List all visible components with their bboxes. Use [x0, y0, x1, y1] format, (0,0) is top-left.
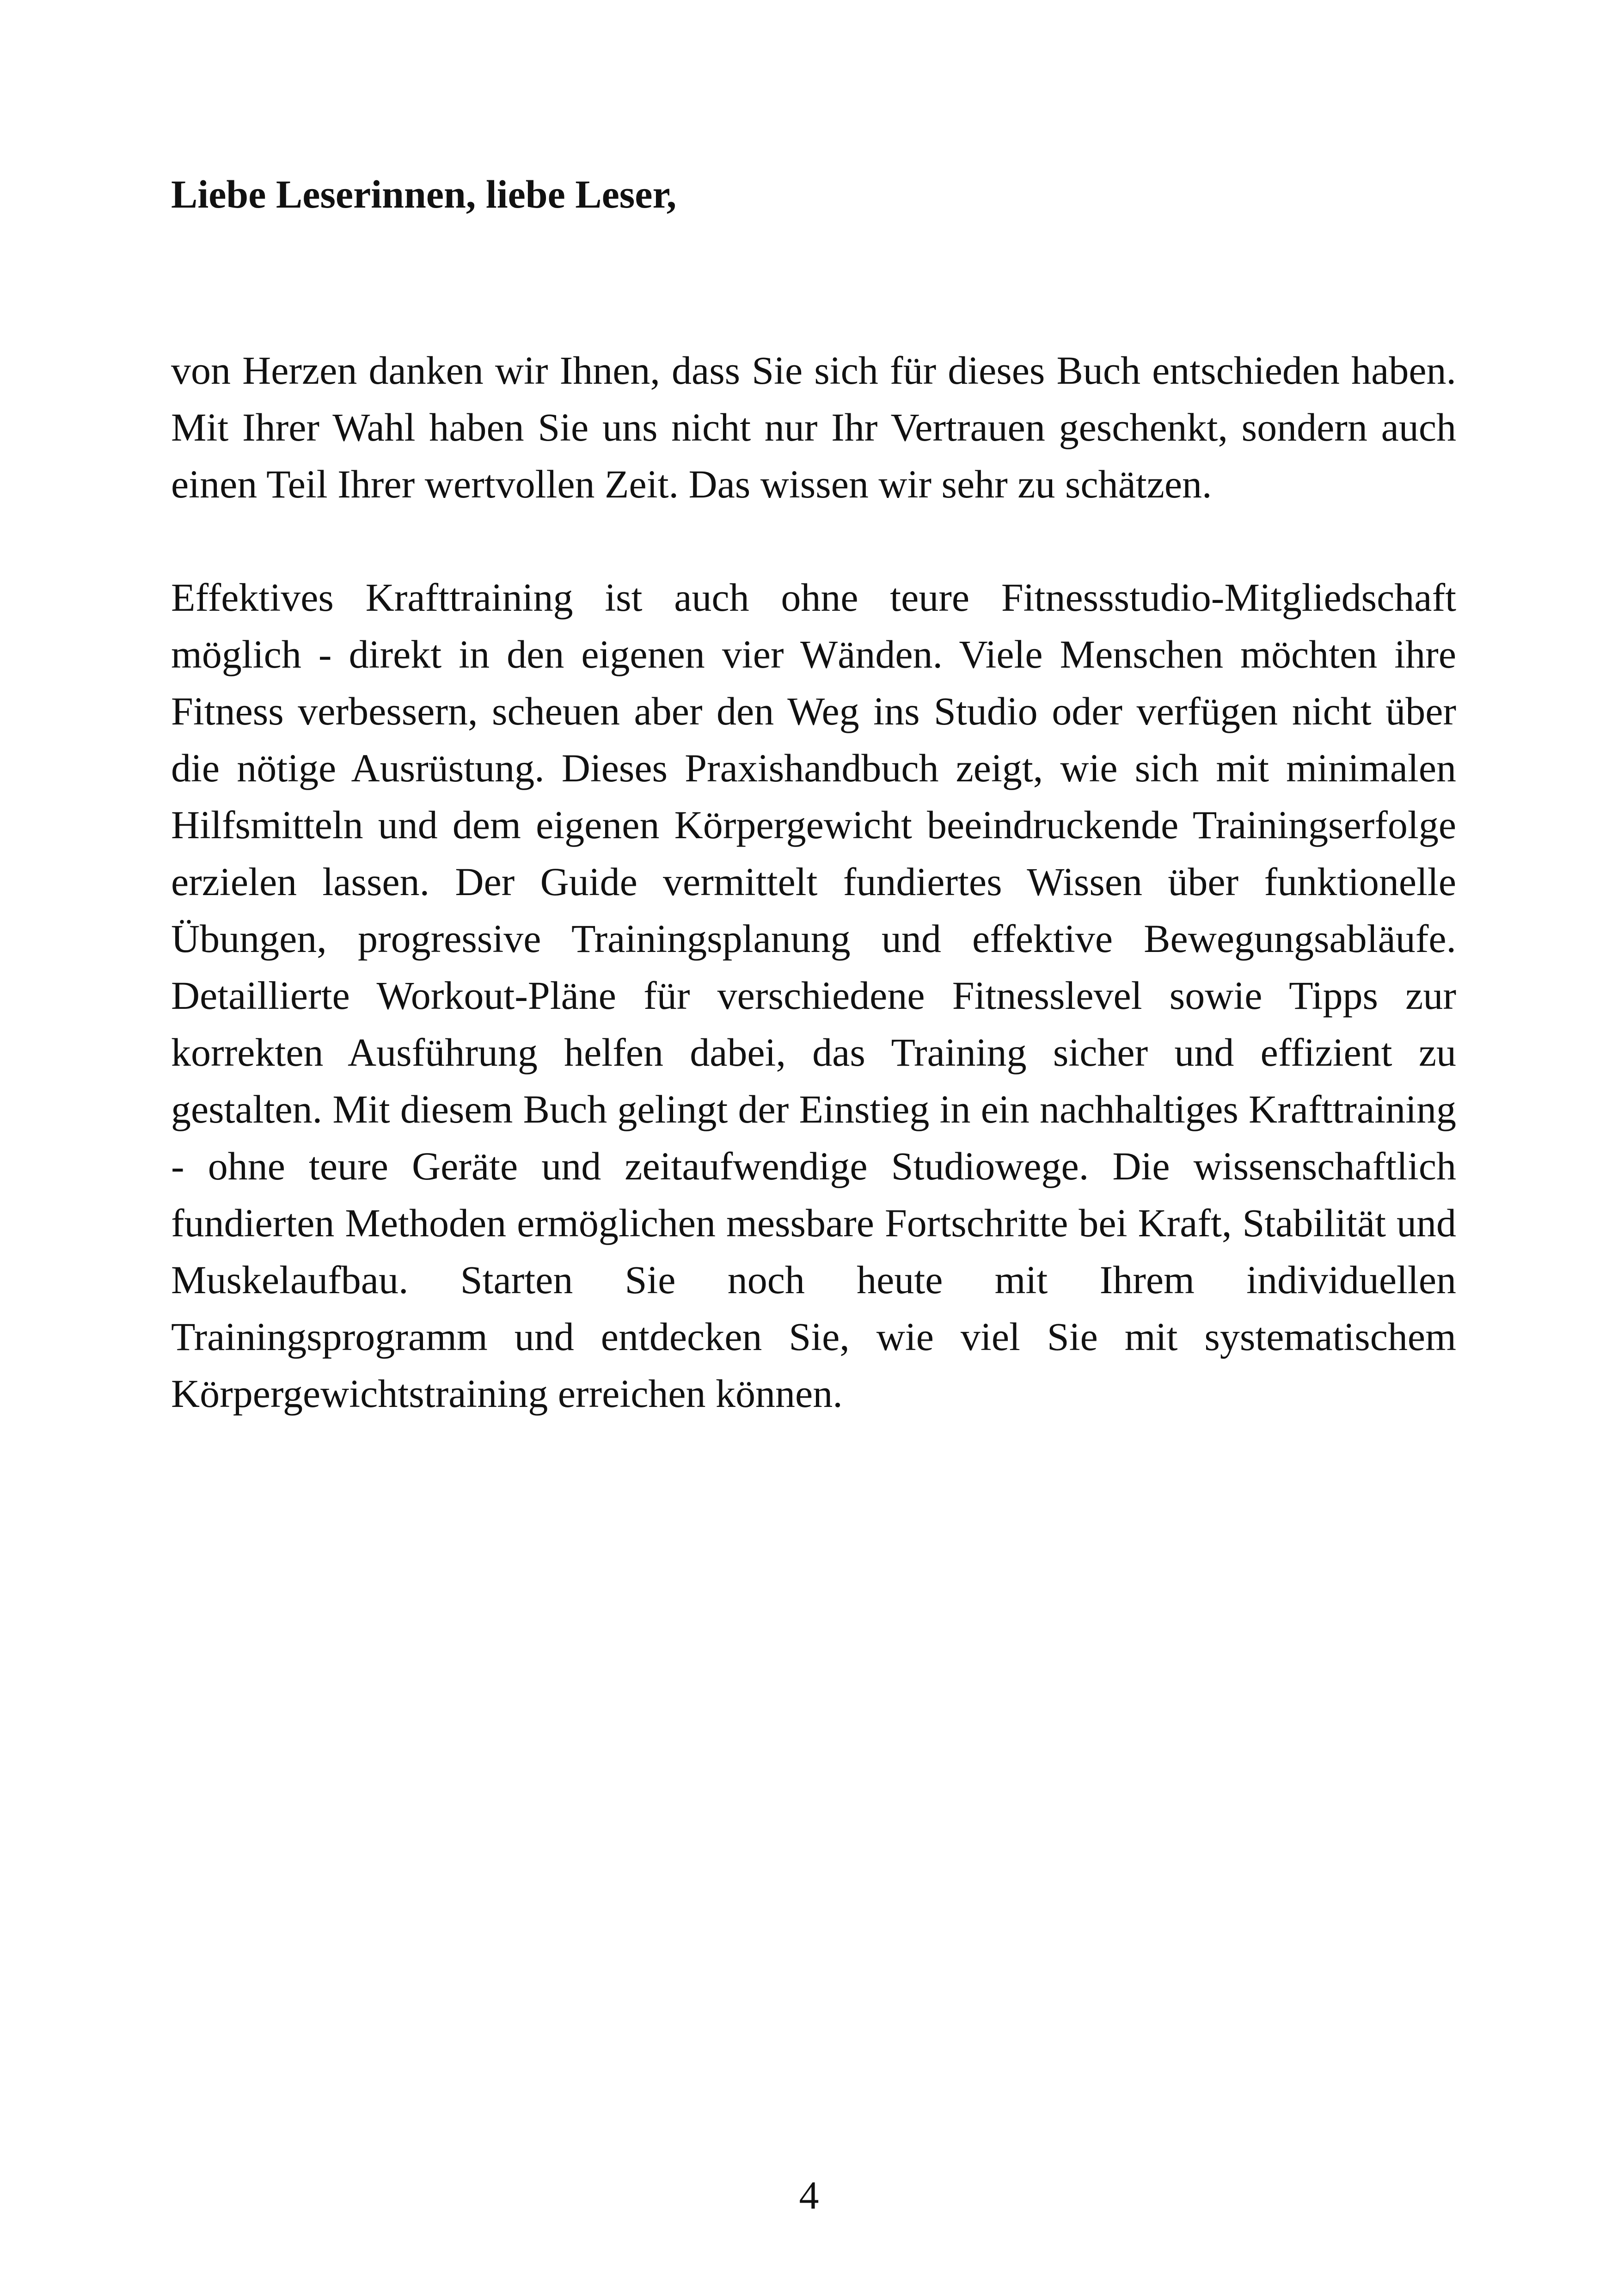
paragraph-thanks: von Herzen danken wir Ihnen, dass Sie sich für dieses Buch entschieden haben. Mit Ihrer Wahl haben Sie uns nicht nur Ihr Vertrauen geschenkt, sondern auch einen Teil Ihrer wertvollen Zeit. Das wissen wir sehr zu schätzen.	[171, 348, 1456, 506]
paragraph-book-description: Effektives Krafttraining ist auch ohne teure Fitnessstudio-Mitgliedschaft möglich - direkt in den eigenen vier Wänden. Viele Menschen möchten ihre Fitness verbessern, scheuen aber den Weg ins Studio oder verfügen nicht über die nötige Ausrüstung. Dieses Praxishandbuch zeigt, wie sich mit minimalen Hilfsmitteln und dem eigenen Körpergewicht beeindruckende Trainingserfolge erzielen lassen. Der Guide vermittelt fundiertes Wissen über funktionelle Übungen, progressive Trainingsplanung und effektive Bewegungsabläufe. Detaillierte Workout-Pläne für verschiedene Fitnesslevel sowie Tipps zur korrekten Ausführung helfen dabei, das Training sicher und effizient zu gestalten. Mit diesem Buch gelingt der Einstieg in ein nachhaltiges Krafttraining - ohne teure Geräte und zeitaufwendige Studiowege. Die wissenschaftlich fundierten Methoden ermöglichen messbare Fortschritte bei Kraft, Stabilität und Muskelaufbau. Starten Sie noch heute mit Ihrem individuellen Trainingsprogramm und entdecken Sie, wie viel Sie mit systematischem Körpergewichtstraining erreichen können.	[171, 575, 1456, 1416]
salutation-heading: Liebe Leserinnen, liebe Leser,	[171, 172, 677, 216]
page-number: 4	[799, 2173, 819, 2217]
page-content	[171, 166, 1456, 1479]
